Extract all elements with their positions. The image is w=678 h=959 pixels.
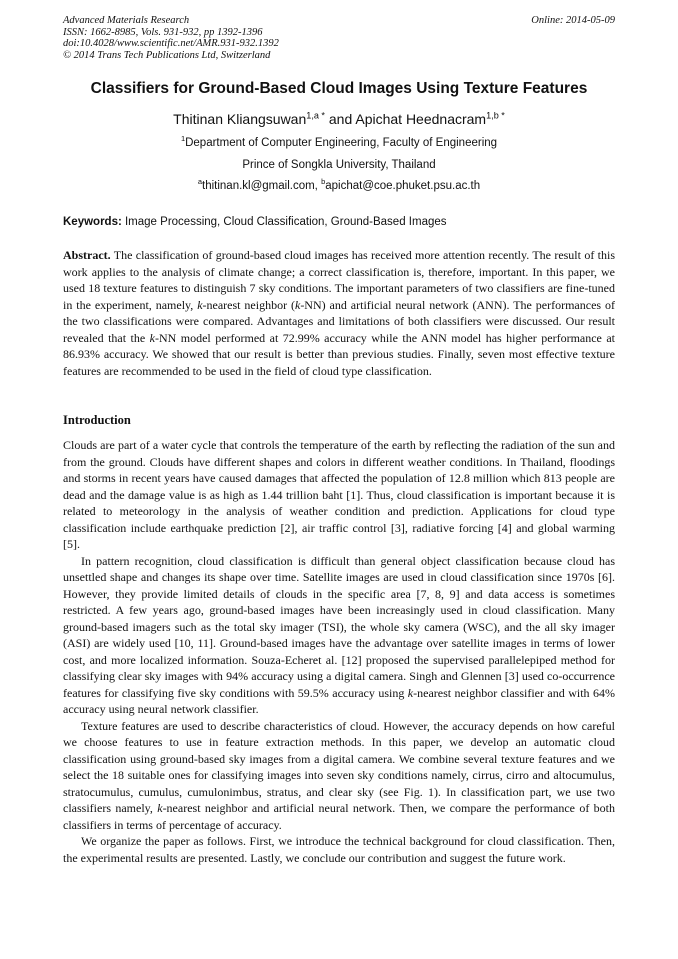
abstract-text-1: The classification of ground-based cloud images has received more attention recently. The result of this work applies to the analysis of climate change; a correct classification is, therefore, important. In this paper, we used 18 texture features to distinguish 7 sky conditions. The important parameters of two classifiers are fine-tuned in the experiment, namely, [63, 248, 615, 312]
journal-copyright: © 2014 Trans Tech Publications Ltd, Switzerland [63, 49, 271, 61]
email-a: thitinan.kl@gmail.com, [202, 180, 322, 192]
email-mark-a: a [197, 177, 203, 187]
keywords-line [63, 216, 615, 228]
intro-p2-text-2: -nearest neighbor classifier and with 64% accuracy using neural network classifier. [63, 685, 615, 716]
intro-p3-text-1: Texture features are used to describe characteristics of cloud. However, the accuracy depends on how careful we choose features to use in feature extraction methods. In this paper, we develop an automatic cloud classification using ground-based sky images from a digital camera. We combine several texture features and we select the 18 suitable ones for classifying images into seven sky conditions namely, cirrus, cirro and altocumulus, stratocumulus, cumulus, cumulonimbus, stratus, and clear sky (see Fig. 1). In classification part, we use two classifiers namely, [63, 718, 615, 815]
affiliation-department: Department of Computer Engineering, Faculty of Engineering [185, 137, 498, 149]
author-emails [0, 177, 678, 192]
intro-paragraph-4: We organize the paper as follows. First, we introduce the technical background for cloud classification. Then, the experimental results are presented. Lastly, we conclude our contribution and suggest the future work. [63, 834, 615, 865]
abstract-paragraph [63, 247, 615, 379]
email-mark-b: b [321, 177, 326, 187]
intro-p3-italic-k: k [157, 801, 163, 815]
keywords-text: Image Processing, Cloud Classification, Ground-Based Images [121, 216, 447, 228]
journal-doi: doi:10.4028/www.scientific.net/AMR.931-932.1392 [63, 38, 279, 49]
abstract-text-3: -NN) and artificial neural network (ANN). The performances of the two classifications were compared. Advantages and limitations of both classifiers were discussed. Our result revealed that the [63, 297, 615, 345]
journal-name: Advanced Materials Research [63, 15, 190, 26]
introduction-body [63, 437, 615, 866]
email-b: apichat@coe.phuket.psu.ac.th [325, 180, 481, 192]
section-heading-introduction: Introduction [63, 413, 131, 427]
journal-issn: ISSN: 1662-8985, Vols. 931-932, pp 1392-1396 [63, 26, 263, 38]
abstract-italic-k-3: k [149, 330, 155, 345]
intro-paragraph-3 [63, 718, 615, 834]
author-conjunction: and [324, 111, 356, 127]
online-date: Online: 2014-05-09 [531, 15, 615, 26]
intro-paragraph-2 [63, 553, 615, 718]
author-1-affiliation-mark: 1,a * [306, 110, 325, 121]
author-line [0, 111, 678, 127]
abstract-italic-k-2: k [294, 297, 301, 312]
abstract-label: Abstract. [63, 248, 111, 262]
keywords-label: Keywords: [63, 216, 122, 228]
intro-p3-text-2: -nearest neighbor and artificial neural network. Then, we compare the performance of both classifiers in terms of percentage of accuracy. [63, 801, 616, 832]
author-2-affiliation-mark: 1,b * [486, 110, 505, 121]
abstract-text-2: -nearest neighbor ( [202, 297, 295, 312]
journal-header [63, 15, 615, 61]
intro-p2-text-1: In pattern recognition, cloud classification is difficult than general object classification because cloud has unsettled shape and changes its shape over time. Satellite images are used in cloud classification since 1970s [6]. However, they provide limited details of clouds in the specific area [7, 8, 9] and data access is sometimes restricted. A few years ago, ground-based images have been increasingly used in cloud classification. Many ground-based imagers such as the total sky imager (TSI), the whole sky camera (WSC), and the all sky imager (ASI) are widely used [10, 11]. Ground-based images have the advantage over satellite images in terms of lower cost, and more localized information. Souza-Echeret al. [12] proposed the supervised parallelepiped method for classifying clear sky images with 94% accuracy using a digital camera. Singh and Glennen [3] used co-occurrence features for classifying five sky conditions with 59.5% accuracy using [63, 553, 615, 700]
intro-p2-italic-k: k [407, 685, 414, 700]
abstract-text-4: -NN model performed at 72.99% accuracy while the ANN model has higher performance at 86.93% accuracy. We showed that our result is better than previous studies. Finally, seven most effective texture features are recommended to be used in the field of cloud type classification. [63, 330, 615, 378]
affiliation-line-2: Prince of Songkla University, Thailand [242, 159, 436, 171]
author-2: Apichat Heednacram [355, 111, 487, 127]
intro-paragraph-1: Clouds are part of a water cycle that controls the temperature of the earth by reflecting the radiation of the sun and from the ground. Clouds have different shapes and colors in different weather conditions. In Thailand, floodings and storms in recent years have caused damages that affected the population of 12.8 million which 813 people are dead and the damage value is as high as 1.44 trillion baht [1]. Thus, cloud classification is important because it is related to meteorology in the analysis of weather condition and prediction. Applications for cloud type classification include earthquake prediction [2], air traffic control [3], radiative forcing [4] and global warming [5]. [63, 438, 615, 551]
affiliation-mark: 1 [180, 134, 186, 144]
abstract-italic-k-1: k [197, 297, 203, 312]
affiliation-line-1 [0, 134, 678, 149]
author-1: Thitinan Kliangsuwan [173, 111, 307, 127]
paper-title: Classifiers for Ground-Based Cloud Images Using Texture Features [90, 80, 588, 97]
